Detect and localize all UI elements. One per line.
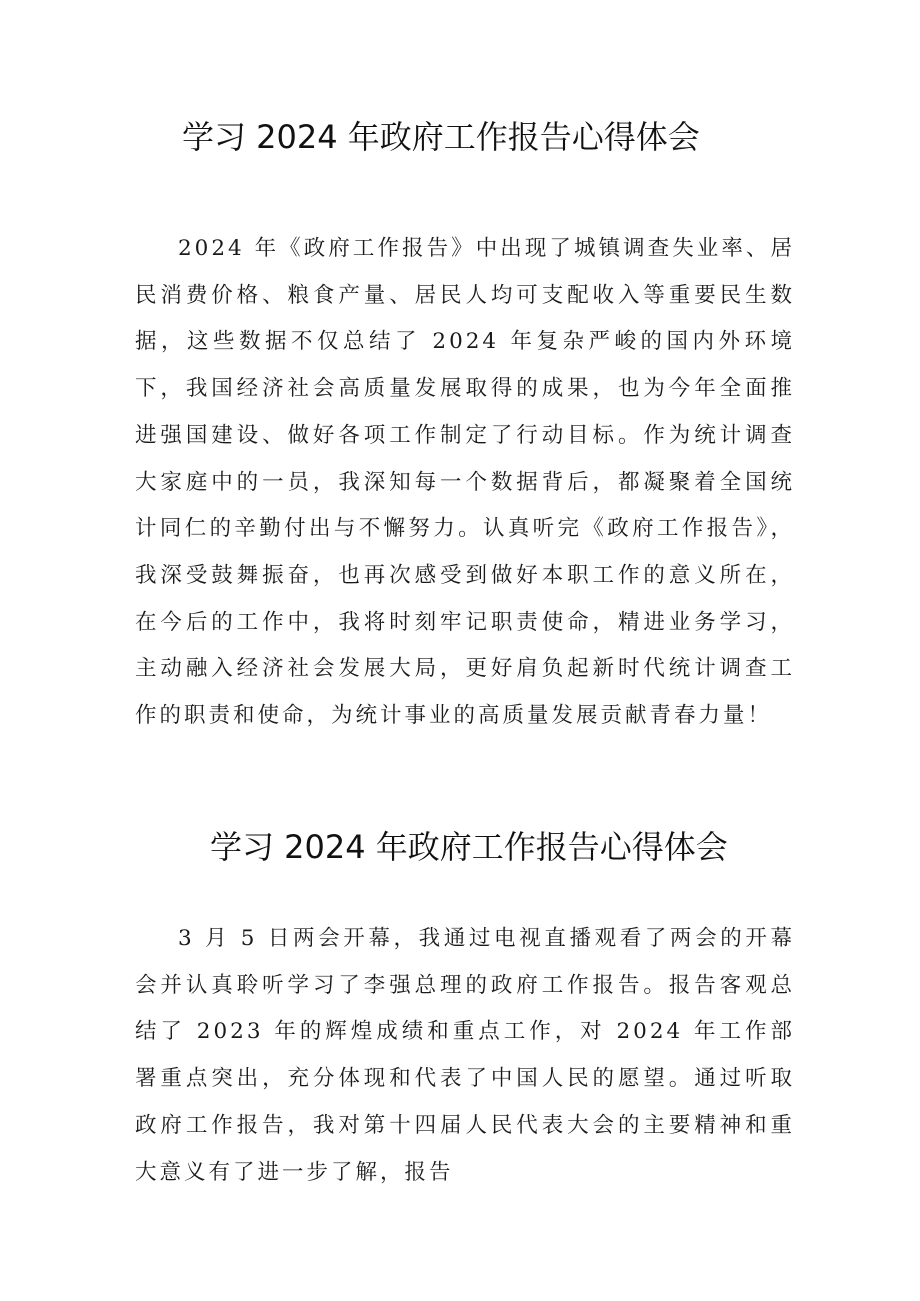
section-title: 学习 2024 年政府工作报告心得体会: [182, 118, 700, 156]
section-paragraph: 3 月 5 日两会开幕，我通过电视直播观看了两会的开幕会并认真聆听学习了李强总理的政府工作报告。报告客观总结了 2023 年的辉煌成绩和重点工作，对 2024 年工作部署重点突出，充分体现和代表了中国人民的愿望。通过听取政府工作报告，我对第十四届人民代表大会的主要精神和重大意义有了进一步了解，报告: [135, 926, 795, 1185]
section-title: 学习 2024 年政府工作报告心得体会: [210, 828, 728, 866]
section-paragraph: 2024 年《政府工作报告》中出现了城镇调查失业率、居民消费价格、粮食产量、居民人均可支配收入等重要民生数据，这些数据不仅总结了 2024 年复杂严峻的国内外环境下，我国经济社会高质量发展取得的成果，也为今年全面推进强国建设、做好各项工作制定了行动目标。作为统计调查大家庭中的一员，我深知每一个数据背后，都凝聚着全国统计同仁的辛勤付出与不懈努力。认真听完《政府工作报告》，我深受鼓舞振奋，也再次感受到做好本职工作的意义所在，在今后的工作中，我将时刻牢记职责使命，精进业务学习，主动融入经济社会发展大局，更好肩负起新时代统计调查工作的职责和使命，为统计事业的高质量发展贡献青春力量！: [135, 236, 795, 729]
